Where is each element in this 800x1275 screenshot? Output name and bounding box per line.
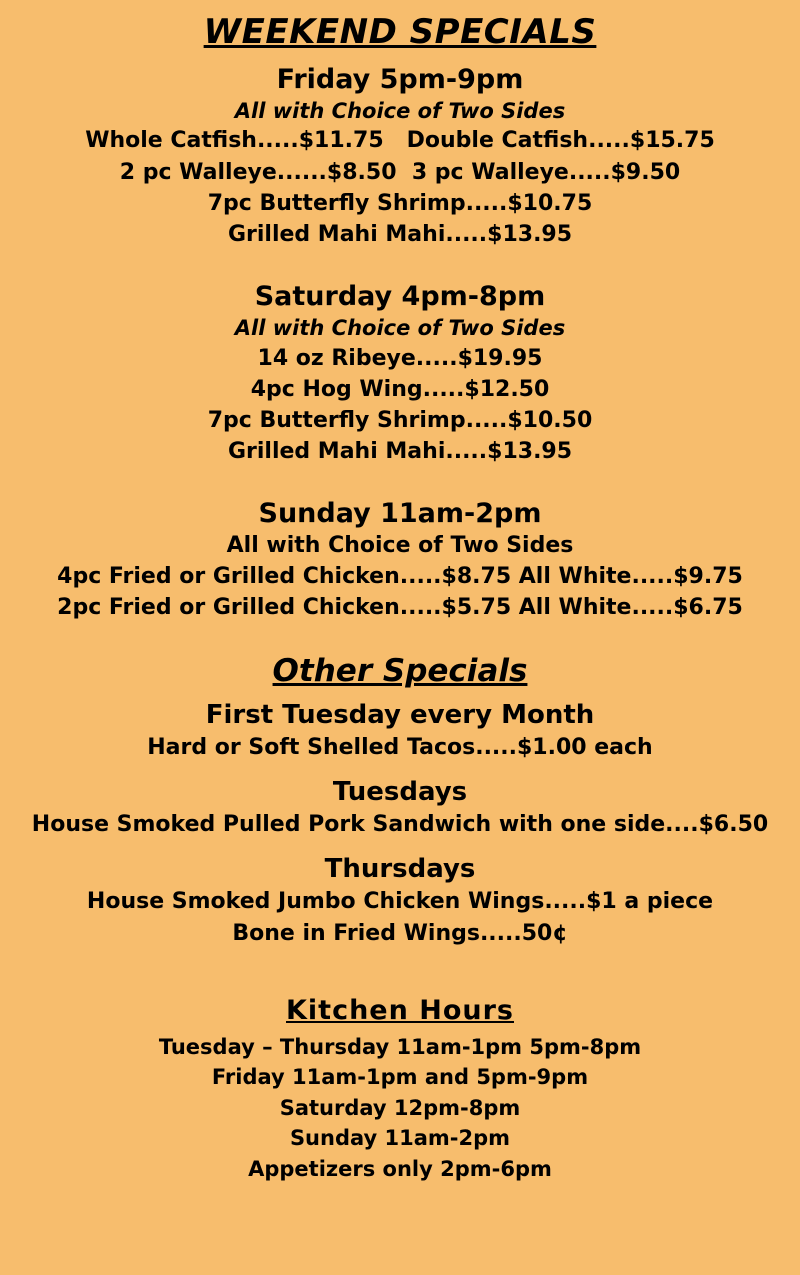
group-heading: First Tuesday every Month xyxy=(205,699,595,730)
other-specials-group-first-tuesday xyxy=(10,699,790,764)
section-heading: Saturday 4pm-8pm xyxy=(254,281,546,313)
menu-item: House Smoked Pulled Pork Sandwich with one side....$6.50 xyxy=(31,812,769,838)
group-heading: Tuesdays xyxy=(332,776,468,807)
hours-line: Sunday 11am-2pm xyxy=(289,1126,511,1151)
menu-item: 4pc Hog Wing.....$12.50 xyxy=(250,376,550,402)
menu-item: Grilled Mahi Mahi.....$13.95 xyxy=(227,439,573,465)
page-title: WEEKEND SPECIALS xyxy=(203,12,597,52)
spacer xyxy=(10,841,790,853)
menu-item: Hard or Soft Shelled Tacos.....$1.00 each xyxy=(147,735,653,761)
menu-section-friday xyxy=(10,63,790,250)
section-subheading: All with Choice of Two Sides xyxy=(234,316,566,341)
menu-item: Grilled Mahi Mahi.....$13.95 xyxy=(227,222,573,248)
menu-item: 7pc Butterfly Shrimp.....$10.50 xyxy=(207,407,593,433)
menu-item: Bone in Fried Wings.....50¢ xyxy=(232,920,568,946)
menu-section-sunday xyxy=(10,497,790,623)
menu-item: 4pc Fried or Grilled Chicken.....$8.75 All White.....$9.75 xyxy=(57,563,743,589)
group-heading: Thursdays xyxy=(324,853,476,884)
menu-section-saturday xyxy=(10,280,790,467)
other-specials-group-tuesdays xyxy=(10,776,790,841)
section-subheading: All with Choice of Two Sides xyxy=(234,99,566,124)
menu-item: 2 pc Walleye......$8.50 3 pc Walleye.....$9.50 xyxy=(119,159,681,185)
kitchen-hours-title: Kitchen Hours xyxy=(286,994,514,1026)
spacer xyxy=(10,623,790,653)
menu-item: 2pc Fried or Grilled Chicken.....$5.75 All White.....$6.75 xyxy=(57,595,743,621)
section-heading: Friday 5pm-9pm xyxy=(276,64,524,96)
other-specials-group-thursdays xyxy=(10,853,790,949)
spacer xyxy=(10,250,790,280)
spacer xyxy=(10,949,790,993)
hours-line: Appetizers only 2pm-6pm xyxy=(248,1156,552,1181)
menu-item: 14 oz Ribeye.....$19.95 xyxy=(257,345,543,371)
spacer xyxy=(10,467,790,497)
other-specials-title: Other Specials xyxy=(272,653,528,690)
menu-item: 7pc Butterfly Shrimp.....$10.75 xyxy=(207,190,593,216)
menu-item: Whole Catfish.....$11.75 Double Catfish.....$15.75 xyxy=(85,128,715,154)
kitchen-hours-section xyxy=(10,993,790,1184)
hours-line: Saturday 12pm-8pm xyxy=(279,1095,521,1120)
hours-line: Tuesday – Thursday 11am-1pm 5pm-8pm xyxy=(158,1034,642,1059)
spacer xyxy=(10,764,790,776)
section-heading: Sunday 11am-2pm xyxy=(258,498,542,530)
menu-item: House Smoked Jumbo Chicken Wings.....$1 a piece xyxy=(86,889,714,915)
other-specials-section xyxy=(10,653,790,949)
section-subheading: All with Choice of Two Sides xyxy=(226,533,574,559)
hours-line: Friday 11am-1pm and 5pm-9pm xyxy=(211,1065,589,1090)
